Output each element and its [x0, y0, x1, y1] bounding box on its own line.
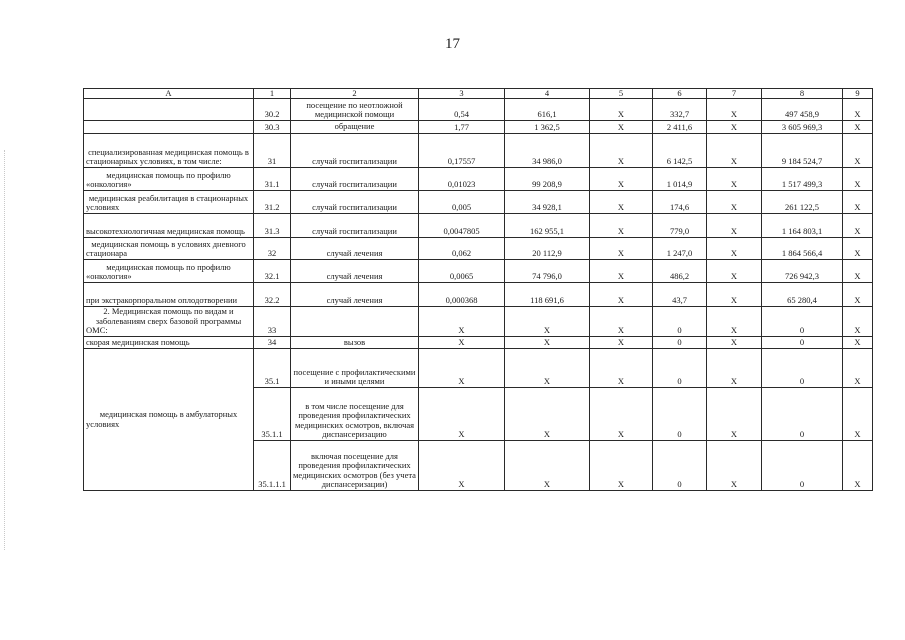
value-cell: 0,0047805	[419, 214, 505, 238]
row-code: 31	[254, 134, 291, 168]
value-cell: X	[505, 307, 590, 337]
value-cell: 1 164 803,1	[762, 214, 843, 238]
value-cell: 726 942,3	[762, 260, 843, 283]
margin-marks	[4, 150, 7, 550]
value-cell: 0	[762, 337, 843, 349]
value-cell: 497 458,9	[762, 99, 843, 121]
row-unit: вызов	[291, 337, 419, 349]
value-cell: X	[590, 441, 653, 491]
row-unit: случай госпитализации	[291, 214, 419, 238]
row-code: 31.3	[254, 214, 291, 238]
row-unit: обращение	[291, 121, 419, 134]
value-cell: 43,7	[653, 283, 707, 307]
row-name: скорая медицинская помощь	[84, 337, 254, 349]
value-cell: 1 362,5	[505, 121, 590, 134]
row-code: 34	[254, 337, 291, 349]
column-header: 3	[419, 89, 505, 99]
value-cell: 1 517 499,3	[762, 168, 843, 191]
table-row	[84, 283, 873, 307]
value-cell: X	[590, 283, 653, 307]
row-name: медицинская помощь в условиях дневного стационара	[84, 238, 254, 260]
page-number: 17	[445, 36, 460, 52]
value-cell: X	[590, 134, 653, 168]
table-row	[84, 168, 873, 191]
row-unit: включая посещение для проведения профилактических медицинских осмотров (без учета диспансеризации)	[291, 441, 419, 491]
value-cell: X	[590, 307, 653, 337]
row-name: медицинская реабилитация в стационарных условиях	[84, 191, 254, 214]
row-unit: случай госпитализации	[291, 168, 419, 191]
row-name: медицинская помощь по профилю «онкология»	[84, 168, 254, 191]
value-cell: X	[419, 349, 505, 388]
column-header: 5	[590, 89, 653, 99]
value-cell: X	[590, 191, 653, 214]
value-cell: 2 411,6	[653, 121, 707, 134]
row-code: 30.2	[254, 99, 291, 121]
row-unit: посещение по неотложной медицинской помощи	[291, 99, 419, 121]
row-unit: посещение с профилактическими и иными целями	[291, 349, 419, 388]
value-cell: X	[419, 388, 505, 441]
value-cell: 486,2	[653, 260, 707, 283]
value-cell: X	[419, 441, 505, 491]
column-header: 9	[843, 89, 873, 99]
value-cell: X	[843, 214, 873, 238]
value-cell: X	[505, 349, 590, 388]
table-row	[84, 99, 873, 121]
row-name: высокотехнологичная медицинская помощь	[84, 214, 254, 238]
tariff-table	[83, 88, 873, 491]
value-cell: X	[419, 337, 505, 349]
value-cell: X	[590, 168, 653, 191]
table-row	[84, 238, 873, 260]
row-unit: случай лечения	[291, 238, 419, 260]
value-cell: 0	[762, 349, 843, 388]
table-row	[84, 337, 873, 349]
row-name: медицинская помощь по профилю «онкология»	[84, 260, 254, 283]
value-cell: 34 986,0	[505, 134, 590, 168]
value-cell: X	[505, 337, 590, 349]
value-cell: 0	[762, 388, 843, 441]
table-row	[84, 260, 873, 283]
value-cell: 0,0065	[419, 260, 505, 283]
column-header: 4	[505, 89, 590, 99]
row-unit	[291, 307, 419, 337]
row-unit: в том числе посещение для проведения профилактических медицинских осмотров, включая диспансеризацию	[291, 388, 419, 441]
row-code: 32	[254, 238, 291, 260]
value-cell: X	[590, 214, 653, 238]
value-cell: X	[707, 283, 762, 307]
column-header: 6	[653, 89, 707, 99]
table-row	[84, 121, 873, 134]
value-cell: 1 014,9	[653, 168, 707, 191]
column-header: 2	[291, 89, 419, 99]
value-cell: X	[590, 121, 653, 134]
value-cell: 6 142,5	[653, 134, 707, 168]
value-cell: X	[707, 238, 762, 260]
value-cell: X	[843, 388, 873, 441]
row-name: медицинская помощь в амбулаторных условиях	[84, 349, 254, 491]
value-cell: 1 247,0	[653, 238, 707, 260]
row-code: 35.1.1.1	[254, 441, 291, 491]
column-header: 8	[762, 89, 843, 99]
column-header: 7	[707, 89, 762, 99]
value-cell: 0,01023	[419, 168, 505, 191]
row-code: 31.2	[254, 191, 291, 214]
table-row	[84, 307, 873, 337]
value-cell: 0	[653, 307, 707, 337]
value-cell: 99 208,9	[505, 168, 590, 191]
value-cell: X	[843, 238, 873, 260]
row-unit: случай госпитализации	[291, 191, 419, 214]
row-code: 31.1	[254, 168, 291, 191]
value-cell: X	[843, 441, 873, 491]
value-cell: X	[707, 214, 762, 238]
row-name	[84, 99, 254, 121]
value-cell: X	[707, 121, 762, 134]
value-cell: X	[843, 99, 873, 121]
table-row	[84, 214, 873, 238]
value-cell: 74 796,0	[505, 260, 590, 283]
value-cell: X	[590, 260, 653, 283]
value-cell: X	[843, 283, 873, 307]
row-unit: случай госпитализации	[291, 134, 419, 168]
row-code: 30.3	[254, 121, 291, 134]
row-code: 32.2	[254, 283, 291, 307]
header-row	[84, 89, 873, 99]
row-code: 35.1.1	[254, 388, 291, 441]
value-cell: X	[590, 388, 653, 441]
row-code: 32.1	[254, 260, 291, 283]
value-cell: X	[707, 349, 762, 388]
value-cell: X	[590, 337, 653, 349]
value-cell: X	[843, 191, 873, 214]
value-cell: X	[707, 388, 762, 441]
value-cell: X	[707, 168, 762, 191]
value-cell: X	[590, 99, 653, 121]
value-cell: 118 691,6	[505, 283, 590, 307]
value-cell: X	[843, 307, 873, 337]
value-cell: 174,6	[653, 191, 707, 214]
value-cell: 0	[762, 307, 843, 337]
value-cell: 616,1	[505, 99, 590, 121]
value-cell: 1 864 566,4	[762, 238, 843, 260]
value-cell: 34 928,1	[505, 191, 590, 214]
column-header: А	[84, 89, 254, 99]
row-name: 2. Медицинская помощь по видам и заболеваниям сверх базовой программы ОМС:	[84, 307, 254, 337]
value-cell: 9 184 524,7	[762, 134, 843, 168]
row-name: специализированная медицинская помощь в стационарных условиях, в том числе:	[84, 134, 254, 168]
table-row	[84, 191, 873, 214]
value-cell: 0	[762, 441, 843, 491]
value-cell: X	[707, 337, 762, 349]
row-code: 33	[254, 307, 291, 337]
value-cell: X	[505, 388, 590, 441]
value-cell: X	[843, 349, 873, 388]
value-cell: 65 280,4	[762, 283, 843, 307]
row-unit: случай лечения	[291, 260, 419, 283]
value-cell: 162 955,1	[505, 214, 590, 238]
value-cell: 0	[653, 388, 707, 441]
column-header: 1	[254, 89, 291, 99]
value-cell: X	[707, 260, 762, 283]
value-cell: 779,0	[653, 214, 707, 238]
value-cell: X	[843, 121, 873, 134]
table-row	[84, 349, 873, 388]
row-name: при экстракорпоральном оплодотворении	[84, 283, 254, 307]
row-unit: случай лечения	[291, 283, 419, 307]
value-cell: X	[843, 337, 873, 349]
value-cell: X	[419, 307, 505, 337]
value-cell: X	[505, 441, 590, 491]
value-cell: X	[707, 191, 762, 214]
table-body	[84, 89, 873, 491]
row-code: 35.1	[254, 349, 291, 388]
value-cell: X	[707, 99, 762, 121]
value-cell: 3 605 969,3	[762, 121, 843, 134]
value-cell: X	[843, 168, 873, 191]
value-cell: 0,062	[419, 238, 505, 260]
value-cell: 0	[653, 337, 707, 349]
value-cell: 0,54	[419, 99, 505, 121]
value-cell: X	[590, 238, 653, 260]
value-cell: 1,77	[419, 121, 505, 134]
value-cell: 332,7	[653, 99, 707, 121]
value-cell: X	[707, 307, 762, 337]
value-cell: 261 122,5	[762, 191, 843, 214]
value-cell: 20 112,9	[505, 238, 590, 260]
value-cell: X	[590, 349, 653, 388]
value-cell: X	[707, 441, 762, 491]
value-cell: 0,000368	[419, 283, 505, 307]
value-cell: 0	[653, 441, 707, 491]
table-row	[84, 134, 873, 168]
value-cell: X	[707, 134, 762, 168]
value-cell: 0,005	[419, 191, 505, 214]
value-cell: X	[843, 260, 873, 283]
value-cell: 0,17557	[419, 134, 505, 168]
value-cell: X	[843, 134, 873, 168]
value-cell: 0	[653, 349, 707, 388]
row-name	[84, 121, 254, 134]
